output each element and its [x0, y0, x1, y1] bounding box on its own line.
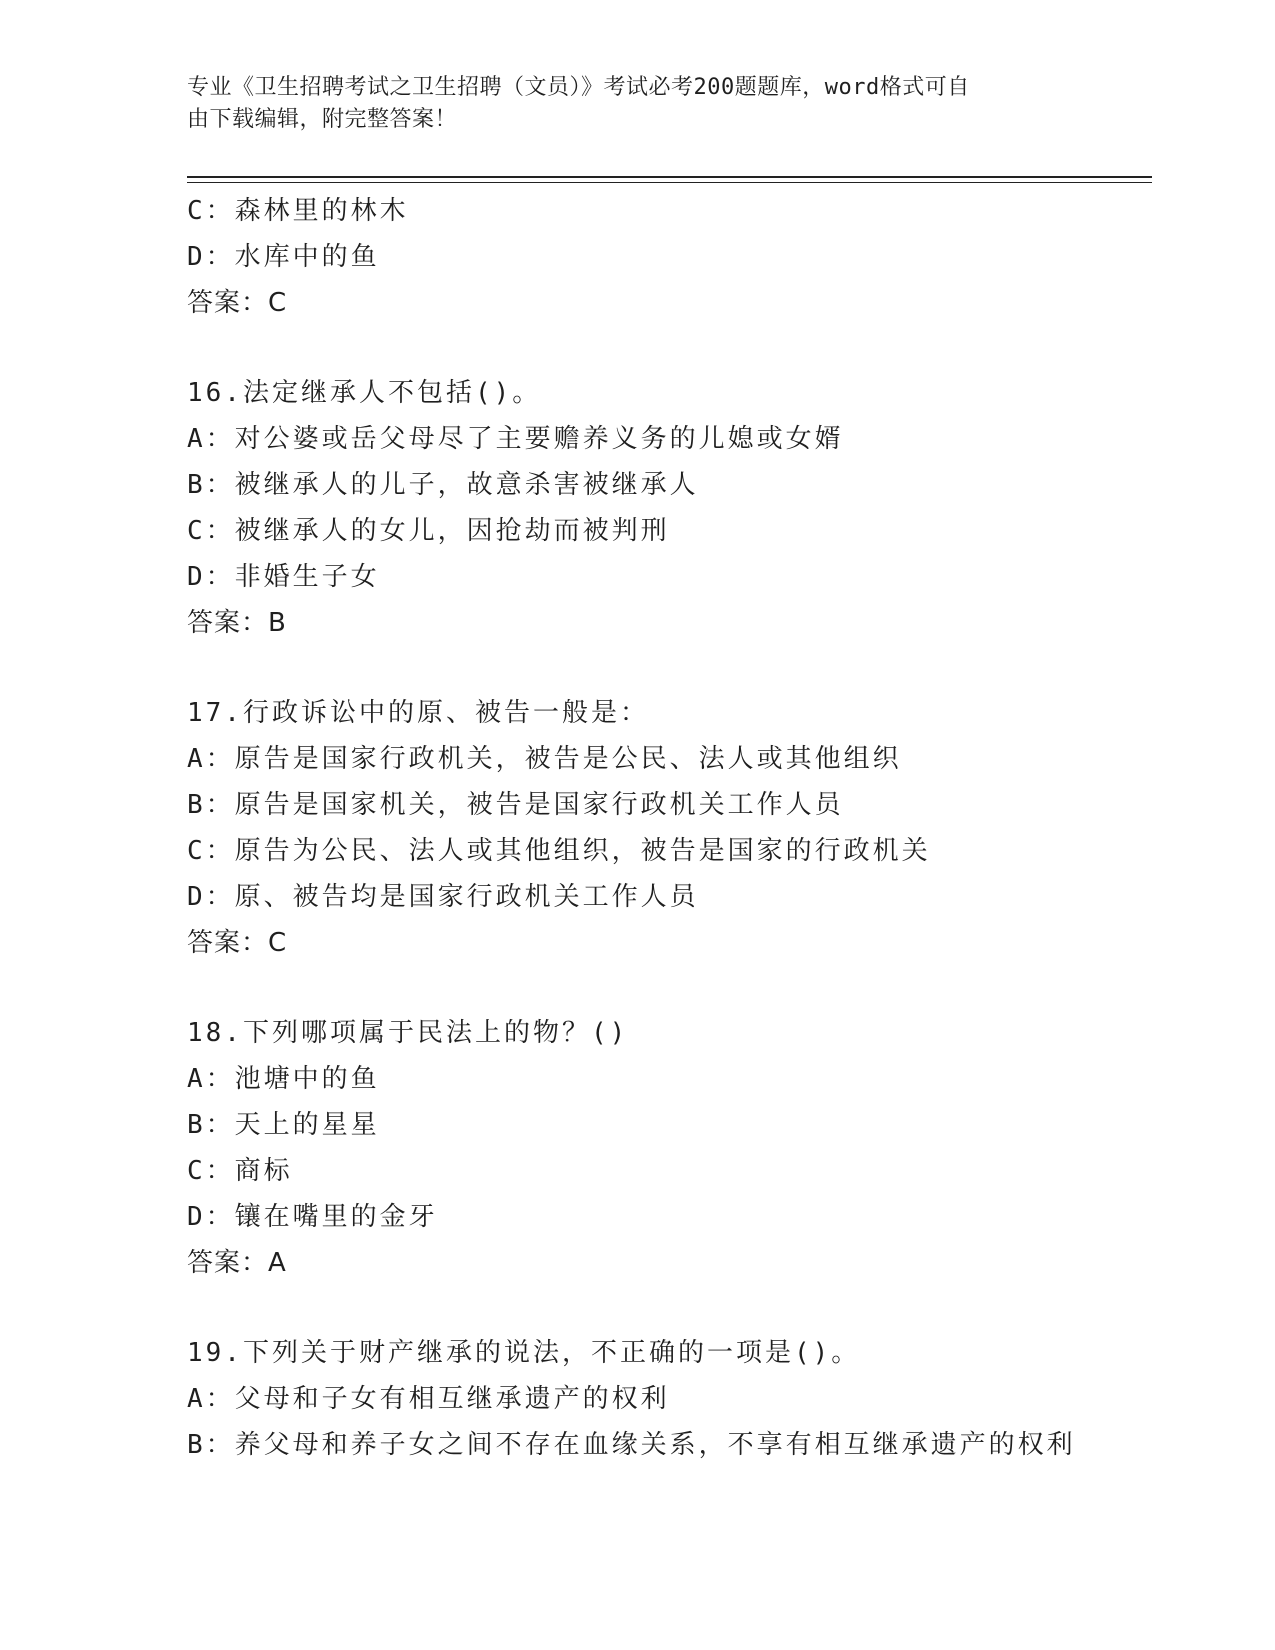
question-16	[187, 370, 1147, 646]
option-c: C：商标	[187, 1156, 293, 1186]
option-a: A：池塘中的鱼	[187, 1064, 380, 1094]
option-d: D：原、被告均是国家行政机关工作人员	[187, 882, 699, 912]
answer-line: 答案：C	[187, 288, 288, 318]
question-stem: 17.行政诉讼中的原、被告一般是：	[187, 698, 649, 728]
option-a: A：对公婆或岳父母尽了主要赡养义务的儿媳或女婿	[187, 424, 844, 454]
option-d: D：非婚生子女	[187, 562, 380, 592]
option-a: A：原告是国家行政机关，被告是公民、法人或其他组织	[187, 744, 902, 774]
option-c: C：原告为公民、法人或其他组织，被告是国家的行政机关	[187, 836, 931, 866]
question-18	[187, 1010, 1147, 1286]
answer-line: 答案：C	[187, 928, 288, 958]
document-header	[187, 72, 1067, 136]
question-19	[187, 1330, 1147, 1468]
header-line-1: 专业《卫生招聘考试之卫生招聘（文员）》考试必考200题题库，word格式可自	[187, 75, 970, 100]
carryover-block	[187, 188, 1147, 326]
option-b: B：养父母和养子女之间不存在血缘关系，不享有相互继承遗产的权利	[187, 1430, 1076, 1460]
header-line-2: 由下载编辑，附完整答案！	[187, 107, 458, 132]
question-stem: 18.下列哪项属于民法上的物？()	[187, 1018, 629, 1048]
header-divider-thin	[187, 182, 1152, 183]
option-a: A：父母和子女有相互继承遗产的权利	[187, 1384, 670, 1414]
option-b: B：被继承人的儿子，故意杀害被继承人	[187, 470, 699, 500]
option-d: D：镶在嘴里的金牙	[187, 1202, 438, 1232]
header-divider-thick	[187, 176, 1152, 178]
option-d: D：水库中的鱼	[187, 242, 380, 272]
answer-line: 答案：A	[187, 1248, 287, 1278]
option-c: C：森林里的林木	[187, 196, 409, 226]
answer-line: 答案：B	[187, 608, 287, 638]
question-17	[187, 690, 1147, 966]
option-c: C：被继承人的女儿，因抢劫而被判刑	[187, 516, 670, 546]
option-b: B：天上的星星	[187, 1110, 380, 1140]
question-stem: 16.法定继承人不包括()。	[187, 378, 542, 408]
question-stem: 19.下列关于财产继承的说法，不正确的一项是()。	[187, 1338, 861, 1368]
question-list	[187, 188, 1147, 1468]
option-b: B：原告是国家机关，被告是国家行政机关工作人员	[187, 790, 844, 820]
